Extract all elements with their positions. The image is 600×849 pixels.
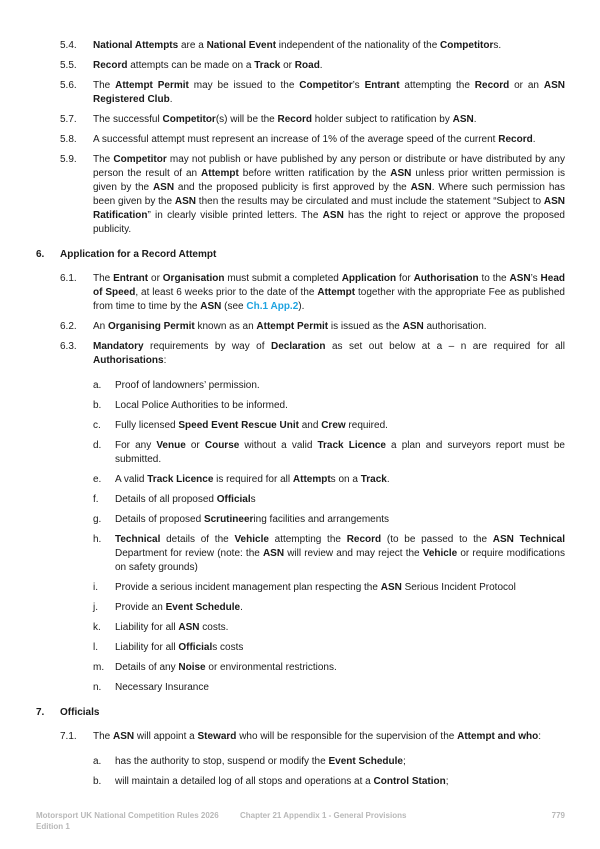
- defined-term: Application: [341, 273, 397, 284]
- rule-clause: [36, 153, 565, 237]
- text-run: .: [473, 114, 477, 125]
- rule-clause: [36, 730, 565, 744]
- clause-number: j.: [93, 602, 98, 613]
- sub-clause: [36, 439, 565, 467]
- sub-clause: [36, 601, 565, 615]
- clause-text: [115, 419, 565, 433]
- defined-term: Record: [93, 60, 128, 71]
- sub-clause: [36, 775, 565, 789]
- defined-term: Track Licence: [147, 474, 214, 485]
- clause-text: [115, 621, 565, 635]
- clause-number: l.: [93, 642, 98, 653]
- defined-term: Competitor: [299, 80, 353, 91]
- section-heading: [36, 706, 565, 720]
- clause-number: m.: [93, 662, 105, 673]
- clause-text: [93, 113, 565, 127]
- defined-term: Attempt Permit: [256, 321, 329, 332]
- text-run: as set out below at a – n are required for all: [325, 341, 565, 352]
- text-run: .: [169, 94, 173, 105]
- defined-term: Official: [216, 494, 251, 505]
- text-run: are a: [178, 40, 207, 51]
- text-run: must submit a completed: [224, 273, 342, 284]
- clause-text: [115, 493, 565, 507]
- text-run: ;: [402, 756, 406, 767]
- text-run: :: [538, 731, 541, 742]
- defined-term: Attempt: [292, 474, 331, 485]
- text-run: A successful attempt must represent an increase of 1% of the average speed of the current: [93, 134, 499, 145]
- defined-term: ASN: [390, 168, 412, 179]
- rule-clause: [36, 320, 565, 334]
- sub-clause: [36, 399, 565, 413]
- sub-clause: [36, 473, 565, 487]
- text-run: will maintain a detailed log of all stops and operations at a: [115, 776, 374, 787]
- text-run: costs.: [199, 622, 229, 633]
- clause-number: 5.7.: [60, 114, 77, 125]
- text-run: .: [386, 474, 390, 485]
- clause-text: [60, 706, 565, 720]
- text-run: Details of all proposed: [115, 494, 217, 505]
- text-run: The: [93, 731, 114, 742]
- clause-number: 6.1.: [60, 273, 77, 284]
- defined-term: ASN: [452, 114, 474, 125]
- text-run: to the: [478, 273, 510, 284]
- clause-number: e.: [93, 474, 102, 485]
- text-run: Local Police Authorities to be informed.: [115, 400, 288, 411]
- text-run: ’s: [530, 273, 541, 284]
- defined-term: Speed Event Rescue Unit: [178, 420, 299, 431]
- text-run: and the proposed publicity is first approved by the: [174, 182, 411, 193]
- text-run: ” in clearly visible printed letters. The: [147, 210, 323, 221]
- clause-number: 5.4.: [60, 40, 77, 51]
- defined-term: ASN: [509, 273, 531, 284]
- clause-text: [115, 439, 565, 467]
- defined-term: Vehicle: [422, 548, 458, 559]
- text-run: The: [93, 154, 114, 165]
- defined-term: Competitor: [162, 114, 216, 125]
- defined-term: Event Schedule: [165, 602, 241, 613]
- text-run: requirements by way of: [143, 341, 271, 352]
- defined-term: ASN Ratification: [93, 196, 565, 221]
- text-run: for: [396, 273, 414, 284]
- defined-term: Competitor: [113, 154, 167, 165]
- defined-term: ASN: [174, 196, 196, 207]
- text-run: is required for all: [213, 474, 293, 485]
- text-run: or: [185, 440, 205, 451]
- text-run: will review and may reject the: [284, 548, 423, 559]
- defined-term: Organisation: [162, 273, 225, 284]
- rule-clause: [36, 79, 565, 107]
- defined-term: Technical: [115, 534, 161, 545]
- text-run: .: [532, 134, 536, 145]
- defined-term: National Event: [206, 40, 277, 51]
- defined-term: Head of Speed: [93, 273, 565, 298]
- defined-term: Attempt Permit: [115, 80, 189, 91]
- text-run: who will be responsible for the supervision of the: [236, 731, 458, 742]
- text-run: (see: [221, 301, 247, 312]
- defined-term: Record: [277, 114, 312, 125]
- clause-text: [115, 641, 565, 655]
- defined-term: ASN Technical: [492, 534, 566, 545]
- defined-term: Venue: [156, 440, 186, 451]
- defined-term: Vehicle: [234, 534, 269, 545]
- defined-term: Crew: [321, 420, 346, 431]
- text-run: . Where such permission has been given by the: [93, 182, 565, 207]
- text-run: (to be passed to the: [381, 534, 493, 545]
- defined-term: ASN Registered Club: [93, 80, 565, 105]
- clause-number: 7.: [36, 707, 45, 718]
- defined-term: Record: [346, 534, 382, 545]
- defined-term: Scrutineer: [203, 514, 254, 525]
- footer-page-number: 779: [551, 811, 565, 820]
- text-run: known as an: [194, 321, 257, 332]
- sub-clause: [36, 379, 565, 393]
- clause-text: [115, 533, 565, 575]
- sub-clause: [36, 661, 565, 675]
- defined-term: ASN: [113, 731, 135, 742]
- text-run: ing facilities and arrangements: [253, 514, 390, 525]
- clause-text: [115, 473, 565, 487]
- text-run: or: [280, 60, 295, 71]
- defined-term: Attempt: [201, 168, 239, 179]
- clause-number: 6.2.: [60, 321, 77, 332]
- text-run: and: [298, 420, 322, 431]
- text-run: may not publish or have published by any person or distribute or have distributed by any person the result of an: [93, 154, 565, 179]
- defined-term: Record: [474, 80, 510, 91]
- defined-term: Record: [498, 134, 533, 145]
- text-run: ;: [445, 776, 449, 787]
- defined-term: Event Schedule: [328, 756, 403, 767]
- text-run: then the results may be circulated and must include the statement “Subject to: [196, 196, 544, 207]
- text-run: For any: [115, 440, 157, 451]
- defined-term: Attempt and who: [457, 731, 539, 742]
- defined-term: Attempt: [317, 287, 356, 298]
- text-run: s costs: [212, 642, 244, 653]
- sub-clause: [36, 533, 565, 575]
- sub-clause: [36, 681, 565, 695]
- defined-term: Track: [360, 474, 387, 485]
- text-run: unless prior written permission is given by the: [93, 168, 565, 193]
- clause-number: c.: [93, 420, 101, 431]
- text-run: The: [93, 273, 114, 284]
- text-run: independent of the nationality of the: [276, 40, 441, 51]
- sub-clause: [36, 513, 565, 527]
- clause-number: d.: [93, 440, 102, 451]
- text-run: .: [319, 60, 323, 71]
- text-run: (s) will be the: [215, 114, 278, 125]
- text-run: Provide a serious incident management plan respecting the: [115, 582, 381, 593]
- defined-term: ASN: [322, 210, 344, 221]
- clause-text: [115, 661, 565, 675]
- rule-clause: [36, 39, 565, 53]
- text-run: Department for review (note: the: [115, 548, 263, 559]
- clause-text: [115, 379, 565, 393]
- text-run: or an: [509, 80, 544, 91]
- defined-term: Noise: [178, 662, 206, 673]
- text-run: attempts can be made on a: [127, 60, 255, 71]
- section-heading: [36, 248, 565, 262]
- text-run: s.: [493, 40, 502, 51]
- text-run: may be issued to the: [188, 80, 300, 91]
- sub-clause: [36, 581, 565, 595]
- text-run: will appoint a: [134, 731, 198, 742]
- text-run: Details of any: [115, 662, 179, 673]
- text-run: attempting the: [268, 534, 347, 545]
- text-run: a plan and surveyors report must be submitted.: [115, 440, 565, 465]
- footer-chapter: Chapter 21 Appendix 1 - General Provisions: [240, 811, 407, 820]
- clause-text: [115, 581, 565, 595]
- text-run: Fully licensed: [115, 420, 179, 431]
- clause-number: a.: [93, 756, 102, 767]
- clause-text: [93, 133, 565, 147]
- sub-clause: [36, 621, 565, 635]
- text-run: without a valid: [239, 440, 318, 451]
- footer-publication: Motorsport UK National Competition Rules 2026 Edition 1: [36, 811, 219, 831]
- sub-clause: [36, 641, 565, 655]
- rule-clause: [36, 113, 565, 127]
- clause-text: [93, 153, 565, 237]
- clause-number: a.: [93, 380, 102, 391]
- defined-term: ASN: [200, 301, 222, 312]
- text-run: ’s: [352, 80, 365, 91]
- clause-text: [60, 248, 565, 262]
- clause-text: [115, 775, 565, 789]
- defined-term: National Attempts: [93, 40, 179, 51]
- clause-number: b.: [93, 776, 102, 787]
- text-run: Liability for all: [115, 622, 179, 633]
- text-run: A valid: [115, 474, 148, 485]
- clause-number: 5.5.: [60, 60, 77, 71]
- sub-clause: [36, 755, 565, 769]
- clause-number: b.: [93, 400, 102, 411]
- clause-text: [115, 681, 565, 695]
- defined-term: Track Licence: [317, 440, 386, 451]
- defined-term: ASN: [262, 548, 285, 559]
- defined-term: ASN: [178, 622, 200, 633]
- rule-clause: [36, 340, 565, 368]
- text-run: Proof of landowners’ permission.: [115, 380, 260, 391]
- clause-number: 7.1.: [60, 731, 77, 742]
- sub-clause: [36, 493, 565, 507]
- text-run: , at least 6 weeks prior to the date of the: [135, 287, 318, 298]
- clause-text: [93, 272, 565, 314]
- clause-number: k.: [93, 622, 101, 633]
- text-run: s on a: [330, 474, 361, 485]
- text-run: Liability for all: [115, 642, 179, 653]
- defined-term: Authorisation: [413, 273, 479, 284]
- text-run: The: [93, 80, 116, 91]
- text-run: required.: [345, 420, 388, 431]
- clause-text: [115, 755, 565, 769]
- cross-reference-link[interactable]: Ch.1 App.2: [246, 301, 299, 312]
- clause-number: g.: [93, 514, 102, 525]
- text-run: before written ratification by the: [238, 168, 391, 179]
- defined-term: Entrant: [113, 273, 149, 284]
- clause-number: h.: [93, 534, 102, 545]
- text-run: holder subject to ratification by: [311, 114, 453, 125]
- clause-number: n.: [93, 682, 102, 693]
- text-run: s: [250, 494, 256, 505]
- defined-term: ASN: [380, 582, 402, 593]
- rule-clause: [36, 59, 565, 73]
- clause-number: 5.8.: [60, 134, 77, 145]
- defined-term: Organising Permit: [108, 321, 195, 332]
- clause-text: [93, 39, 565, 53]
- text-run: has the right to reject or approve the proposed publicity.: [93, 210, 565, 235]
- rule-clause: [36, 272, 565, 314]
- text-run: details of the: [160, 534, 235, 545]
- text-run: authorisation.: [423, 321, 487, 332]
- text-run: Serious Incident Protocol: [401, 582, 516, 593]
- text-run: Provide an: [115, 602, 166, 613]
- defined-term: Steward: [197, 731, 237, 742]
- defined-term: Control Station: [373, 776, 446, 787]
- text-run: together with the appropriate Fee as published from time to time by the: [93, 287, 565, 312]
- defined-term: Road: [294, 60, 320, 71]
- defined-term: Track: [254, 60, 281, 71]
- clause-text: [93, 340, 565, 368]
- text-run: has the authority to stop, suspend or modify the: [115, 756, 329, 767]
- sub-clause: [36, 419, 565, 433]
- clause-text: [93, 730, 565, 744]
- defined-term: Declaration: [271, 341, 326, 352]
- clause-text: [115, 601, 565, 615]
- clause-number: 5.6.: [60, 80, 77, 91]
- clause-number: 6.3.: [60, 341, 77, 352]
- defined-term: ASN: [410, 182, 432, 193]
- clause-number: 5.9.: [60, 154, 77, 165]
- clause-text: [115, 399, 565, 413]
- text-run: or environmental restrictions.: [205, 662, 337, 673]
- defined-term: Official: [178, 642, 213, 653]
- text-run: .: [240, 602, 243, 613]
- clause-number: 6.: [36, 249, 45, 260]
- clause-number: i.: [93, 582, 98, 593]
- text-run: Details of proposed: [115, 514, 204, 525]
- text-run: The successful: [93, 114, 163, 125]
- defined-term: Entrant: [364, 80, 400, 91]
- clause-number: f.: [93, 494, 99, 505]
- text-run: Necessary Insurance: [115, 682, 209, 693]
- text-run: is issued as the: [328, 321, 403, 332]
- defined-term: Course: [204, 440, 240, 451]
- clause-text: [115, 513, 565, 527]
- text-run: :: [163, 355, 167, 366]
- text-run: An: [93, 321, 109, 332]
- text-run: attempting the: [399, 80, 475, 91]
- defined-term: Authorisations: [93, 355, 164, 366]
- clause-text: [93, 320, 565, 334]
- defined-term: ASN: [152, 182, 175, 193]
- clause-text: [93, 59, 565, 73]
- text-run: or: [148, 273, 163, 284]
- clause-text: [93, 79, 565, 107]
- defined-term: ASN: [402, 321, 424, 332]
- rule-clause: [36, 133, 565, 147]
- text-run: ).: [298, 301, 305, 312]
- text-run: Application for a Record Attempt: [60, 249, 217, 260]
- text-run: Officials: [60, 707, 100, 718]
- document-body: [36, 33, 565, 789]
- text-run: or require modifications on safety grounds): [115, 548, 565, 573]
- defined-term: Mandatory: [93, 341, 144, 352]
- defined-term: Competitor: [440, 40, 494, 51]
